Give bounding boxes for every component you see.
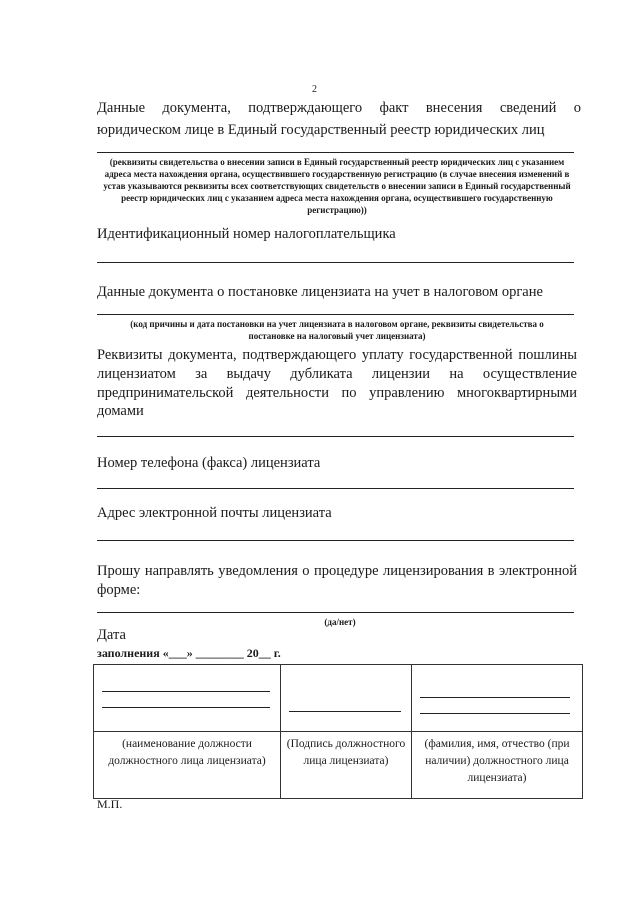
notify-line1: Прошу направлять уведомления о процедуре лицензирования в электронной xyxy=(97,563,577,579)
duty-line1: Реквизиты документа, подтверждающего уплату государственной пошлины xyxy=(97,347,577,363)
notify-fill-line[interactable] xyxy=(97,612,574,613)
email-label: Адрес электронной почты лицензиата xyxy=(97,505,332,521)
page-number: 2 xyxy=(312,84,317,95)
duty-fill-line[interactable] xyxy=(97,436,574,437)
duty-line4: домами xyxy=(97,403,144,419)
full-name-caption: (фамилия, имя, отчество (при наличии) должностного лица лицензиата) xyxy=(412,732,583,799)
section1-fill-line[interactable] xyxy=(97,152,574,153)
tax-registration-note: (код причины и дата постановки на учет лицензиата в налоговом органе, реквизиты свидетельства о постановке на налоговый учет лицензиата) xyxy=(130,319,544,341)
full-name-line-1 xyxy=(420,697,570,698)
duty-line2: лицензиатом за выдачу дубликата лицензии на осуществление xyxy=(97,366,577,382)
full-name-line-2 xyxy=(420,713,570,714)
section1-line1: Данные документа, подтверждающего факт внесения сведений о xyxy=(97,100,581,116)
signature-line xyxy=(289,711,401,712)
signature-cell[interactable] xyxy=(281,665,412,732)
tax-registration-fill-line[interactable] xyxy=(97,314,574,315)
duty-line3: предпринимательской деятельности по управлению многоквартирными xyxy=(97,385,577,401)
position-cell[interactable] xyxy=(94,665,281,732)
inn-label: Идентификационный номер налогоплательщика xyxy=(97,226,396,242)
position-caption: (наименование должности должностного лица лицензиата) xyxy=(94,732,281,799)
section1-note: (реквизиты свидетельства о внесении записи в Единый государственный реестр юридических лиц с указанием адреса места нахождения органа, осуществившего государственную регистрацию (в случае внесения изменений в устав указываются реквизиты всех соответствующих свидетельств о внесении записи в Единый государственный реестр юридических лиц с указанием адреса места нахождения органа, осуществившего государственную регистрацию)) xyxy=(103,157,571,215)
signature-table xyxy=(93,664,583,799)
notify-line2: форме: xyxy=(97,582,141,598)
signature-caption: (Подпись должностного лица лицензиата) xyxy=(281,732,412,799)
phone-fill-line[interactable] xyxy=(97,488,574,489)
position-line-1 xyxy=(102,691,270,692)
notify-note: (да/нет) xyxy=(324,617,356,627)
section1-line2: юридическом лице в Единый государственный реестр юридических лиц xyxy=(97,122,545,138)
inn-fill-line[interactable] xyxy=(97,262,574,263)
tax-registration-label: Данные документа о постановке лицензиата на учет в налоговом органе xyxy=(97,284,543,300)
stamp-place: М.П. xyxy=(97,797,123,811)
email-fill-line[interactable] xyxy=(97,540,574,541)
date-label: Дата xyxy=(97,627,126,643)
date-fill[interactable]: заполнения «___» ________ 20__ г. xyxy=(97,646,281,660)
position-line-2 xyxy=(102,707,270,708)
full-name-cell[interactable] xyxy=(412,665,583,732)
phone-label: Номер телефона (факса) лицензиата xyxy=(97,455,321,471)
